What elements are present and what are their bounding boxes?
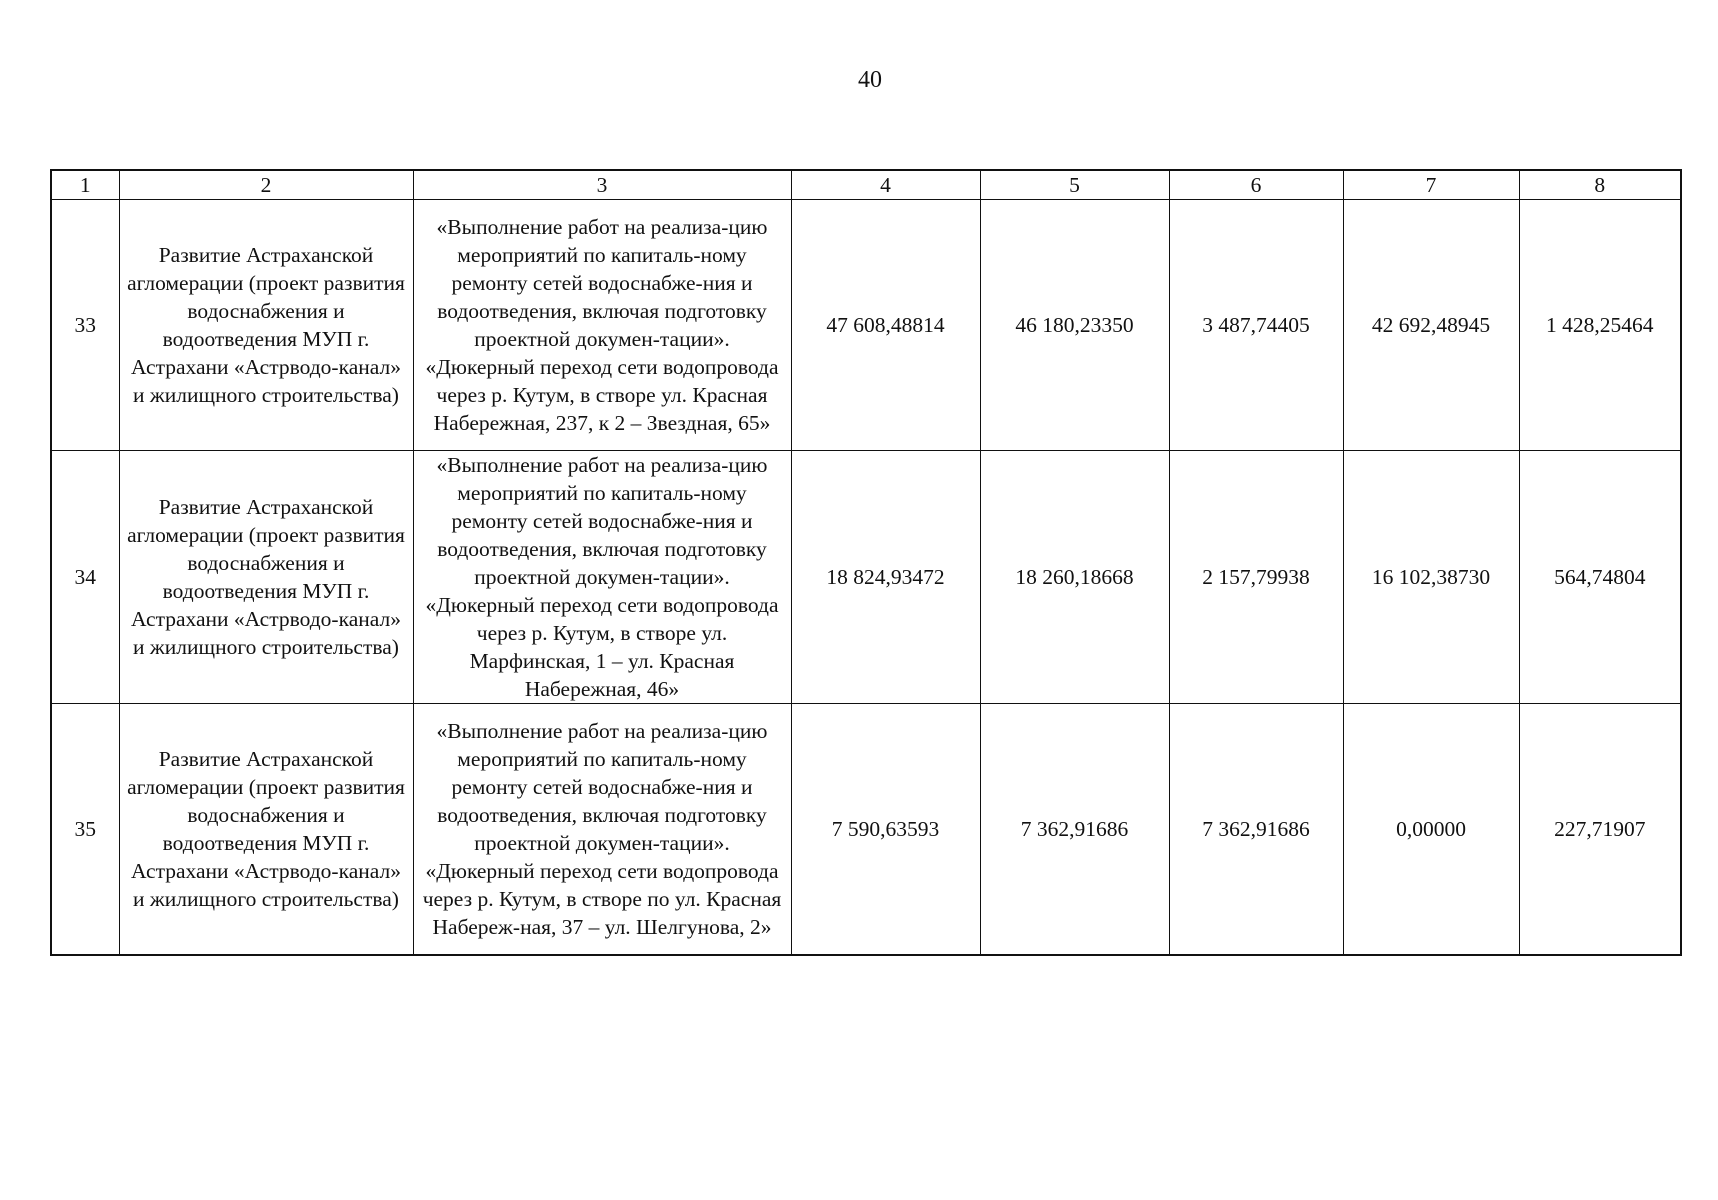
header-row — [51, 170, 1681, 200]
table-row — [51, 200, 1681, 451]
value-col-8: 1 428,25464 — [1519, 200, 1681, 451]
row-number: 35 — [51, 704, 119, 956]
value-col-6: 3 487,74405 — [1169, 200, 1343, 451]
value-col-7: 0,00000 — [1343, 704, 1519, 956]
column-header-3: 3 — [413, 170, 791, 200]
column-header-2: 2 — [119, 170, 413, 200]
table-row — [51, 704, 1681, 956]
column-header-8: 8 — [1519, 170, 1681, 200]
column-header-6: 6 — [1169, 170, 1343, 200]
column-header-5: 5 — [980, 170, 1169, 200]
value-col-4: 7 590,63593 — [791, 704, 980, 956]
work-description: «Выполнение работ на реализа-цию мероприятий по капиталь-ному ремонту сетей водоснабже-ния и водоотведения, включая подготовку проектной докумен-тации». «Дюкерный переход сети водопровода через р. Кутум, в створе по ул. Красная Набереж-ная, 37 – ул. Шелгунова, 2» — [413, 704, 791, 956]
work-description: «Выполнение работ на реализа-цию мероприятий по капиталь-ному ремонту сетей водоснабже-ния и водоотведения, включая подготовку проектной докумен-тации». «Дюкерный переход сети водопровода через р. Кутум, в створе ул. Красная Набережная, 237, к 2 – Звездная, 65» — [413, 200, 791, 451]
value-col-5: 7 362,91686 — [980, 704, 1169, 956]
value-col-5: 46 180,23350 — [980, 200, 1169, 451]
column-header-7: 7 — [1343, 170, 1519, 200]
value-col-7: 16 102,38730 — [1343, 451, 1519, 704]
project-name: Развитие Астраханской агломерации (проект развития водоснабжения и водоотведения МУП г. Астрахани «Астрводо-канал» и жилищного строительства) — [119, 200, 413, 451]
page-number: 40 — [858, 67, 882, 93]
value-col-7: 42 692,48945 — [1343, 200, 1519, 451]
value-col-8: 564,74804 — [1519, 451, 1681, 704]
value-col-6: 7 362,91686 — [1169, 704, 1343, 956]
value-col-5: 18 260,18668 — [980, 451, 1169, 704]
row-number: 33 — [51, 200, 119, 451]
column-header-4: 4 — [791, 170, 980, 200]
value-col-4: 18 824,93472 — [791, 451, 980, 704]
table-row — [51, 451, 1681, 704]
row-number: 34 — [51, 451, 119, 704]
value-col-6: 2 157,79938 — [1169, 451, 1343, 704]
value-col-4: 47 608,48814 — [791, 200, 980, 451]
column-header-1: 1 — [51, 170, 119, 200]
value-col-8: 227,71907 — [1519, 704, 1681, 956]
work-description: «Выполнение работ на реализа-цию мероприятий по капиталь-ному ремонту сетей водоснабже-ния и водоотведения, включая подготовку проектной докумен-тации». «Дюкерный переход сети водопровода через р. Кутум, в створе ул. Марфинская, 1 – ул. Красная Набережная, 46» — [413, 451, 791, 704]
project-name: Развитие Астраханской агломерации (проект развития водоснабжения и водоотведения МУП г. Астрахани «Астрводо-канал» и жилищного строительства) — [119, 704, 413, 956]
project-name: Развитие Астраханской агломерации (проект развития водоснабжения и водоотведения МУП г. Астрахани «Астрводо-канал» и жилищного строительства) — [119, 451, 413, 704]
data-table — [50, 169, 1682, 956]
